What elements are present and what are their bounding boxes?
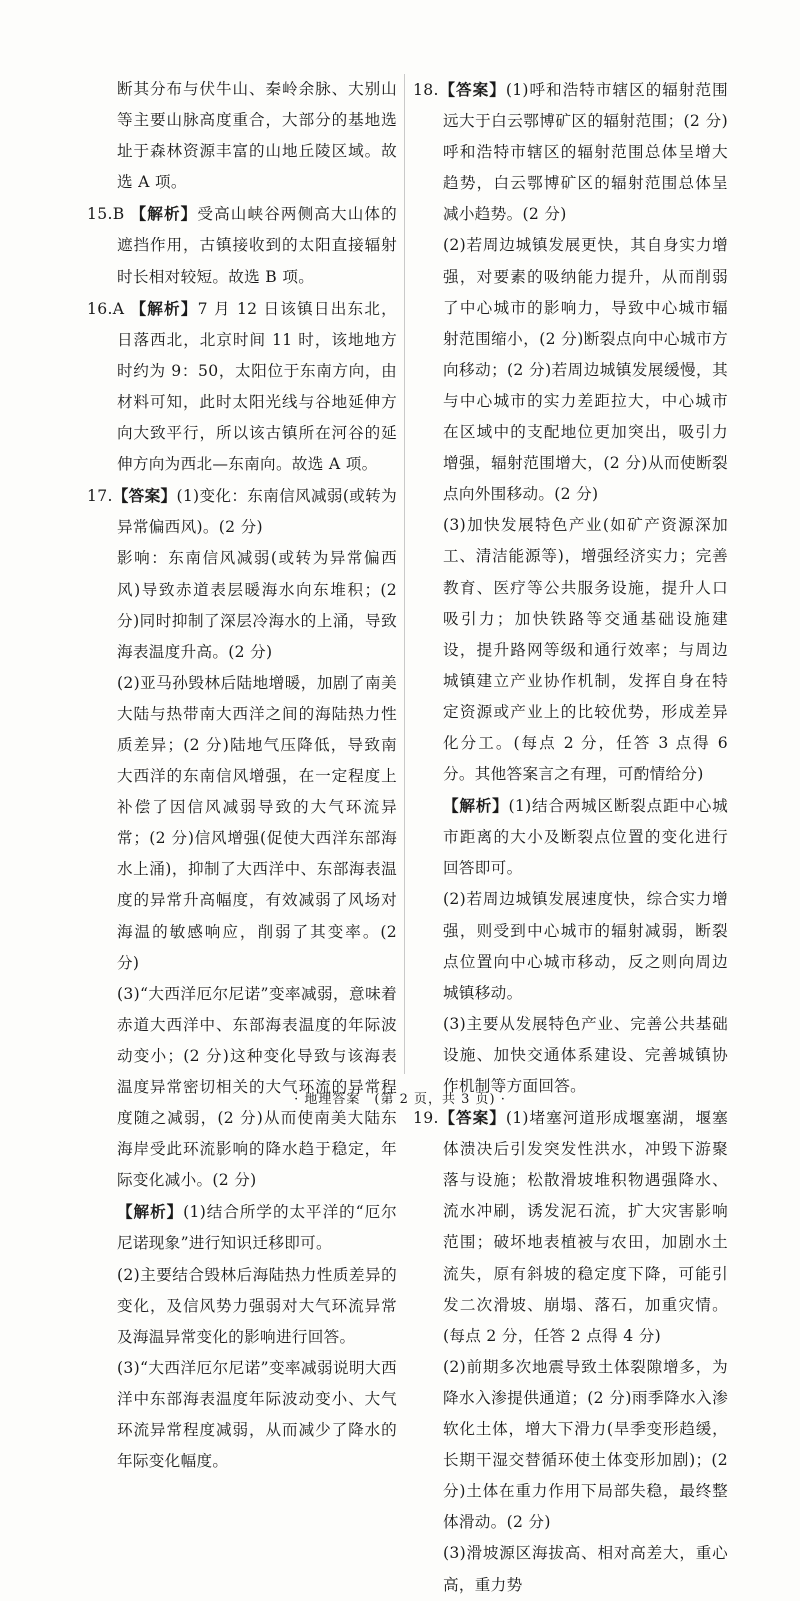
left-column	[87, 74, 397, 1477]
q15-number: 15.B	[87, 205, 125, 224]
q18-j2: (2)若周边城镇发展速度快，综合实力增强，则受到中心城市的辐射减弱，断裂点位置向中心城市移动，反之则向周边城镇移动。	[443, 890, 728, 1002]
q18-j3: (3)主要从发展特色产业、完善公共基础设施、加快交通体系建设、完善城镇协作机制等方面回答。	[443, 1014, 728, 1095]
q19-a1: (1)堵塞河道形成堰塞湖，堰塞体溃决后引发突发性洪水，冲毁下游聚落与设施；松散滑坡堆积物遇强降水、流水冲刷，诱发泥石流，扩大灾害影响范围；破坏地表植被与农田，加剧水土流失，原有斜坡的稳定度下降，可能引发二次滑坡、崩塌、落石，加重灾情。(每点 2 分，任答 2 点得 4 分)	[443, 1109, 728, 1345]
q18-number: 18.	[413, 81, 439, 99]
q17-j1: (1)结合所学的太平洋的“厄尔尼诺现象”进行知识迁移即可。	[117, 1203, 398, 1253]
q18-a2: (2)若周边城镇发展更快，其自身实力增强，对要素的吸纳能力提升，从而削弱了中心城市的影响力，导致中心城市辐射范围缩小，(2 分)断裂点向中心城市方向移动；(2 分)若周边城镇发展缓慢，其与中心城市的实力差距拉大，中心城市在区域中的支配地位更加突出，吸引力增强，辐射范围增大，(2 分)从而使断裂点向外围移动。(2 分)	[443, 236, 728, 504]
q18-analysis-tag: 【解析】	[443, 796, 509, 816]
page-footer: · 地理答案 (第 2 页，共 3 页) ·	[294, 1092, 506, 1107]
q17-analysis-1	[87, 1196, 397, 1259]
q15-analysis-tag: 【解析】	[130, 204, 198, 224]
q17-a1: (1)变化：东南信风减弱(或转为异常偏西风)。(2 分)	[117, 487, 397, 537]
q19-answer-1	[413, 1102, 728, 1352]
q15-answer	[87, 198, 397, 292]
q16-analysis-tag: 【解析】	[130, 298, 198, 318]
q17-j2: (2)主要结合毁林后海陆热力性质差异的变化，及信风势力强弱对大气环流异常及海温异常变化的影响进行回答。	[117, 1265, 397, 1346]
q15-text: 受高山峡谷两侧高大山体的遮挡作用，古镇接收到的太阳直接辐射时长相对较短。故选 B 项。	[117, 205, 398, 286]
q16-answer	[87, 293, 397, 481]
q17-analysis-tag: 【解析】	[117, 1202, 184, 1222]
column-divider	[404, 74, 405, 1074]
q18-a3: (3)加快发展特色产业(如矿产资源深加工、清洁能源等)，增强经济实力；完善教育、医疗等公共服务设施，提升人口吸引力；加快铁路等交通基础设施建设，提升路网等级和通行效率；与周边城镇建立产业协作机制，发挥自身在特定资源或产业上的比较优势，形成差异化分工。(每点 2 分，任答 3 点得 6 分。其他答案言之有理，可酌情给分)	[443, 516, 728, 784]
q19-a2: (2)前期多次地震导致土体裂隙增多，为降水入渗提供通道；(2 分)雨季降水入渗软化土体，增大下滑力(旱季变形趋缓，长期干湿交替循环使土体变形加剧)；(2 分)土体在重力作用下局部失稳，最终整体滑动。(2 分)	[443, 1357, 728, 1532]
q16-text: 7 月 12 日该镇日出东北，日落西北，北京时间 11 时，该地地方时约为 9：50，太阳位于东南方向，由材料可知，此时太阳光线与谷地延伸方向大致平行，所以该古镇所在河谷的延伸方向为西北—东南向。故选 A 项。	[117, 299, 398, 474]
q17-a2: (2)亚马孙毁林后陆地增暖，加剧了南美大陆与热带南大西洋之间的海陆热力性质差异；(2 分)陆地气压降低，导致南大西洋的东南信风增强，在一定程度上补偿了因信风减弱导致的大气环流异常；(2 分)信风增强(促使大西洋东部海水上涌)，抑制了大西洋中、东部海表温度的异常升高幅度，有效减弱了风场对海温的敏感响应，削弱了其变率。(2 分)	[117, 673, 397, 972]
q18-a1: (1)呼和浩特市辖区的辐射范围远大于白云鄂博矿区的辐射范围；(2 分)呼和浩特市辖区的辐射范围总体呈增大趋势，白云鄂博矿区的辐射范围总体呈减小趋势。(2 分)	[443, 81, 728, 224]
right-column	[413, 74, 728, 1601]
q17-answer-tag: 【答案】	[112, 486, 177, 506]
q17-j3: (3)“大西洋厄尔尼诺”变率减弱说明大西洋中东部海表温度年际波动变小、大气环流异常程度减弱，从而减少了降水的年际变化幅度。	[117, 1358, 397, 1471]
q17-a1-impact: 影响：东南信风减弱(或转为异常偏西风)导致赤道表层暖海水向东堆积；(2 分)同时抑制了深层冷海水的上涌，导致海表温度升高。(2 分)	[117, 549, 397, 661]
q18-analysis-1	[413, 790, 728, 884]
q18-answer-tag: 【答案】	[438, 80, 506, 99]
q19-number: 19.	[413, 1109, 439, 1128]
q17-a3: (3)“大西洋厄尔尼诺”变率减弱，意味着赤道大西洋中、东部海表温度的年际波动变小；(2 分)这种变化导致与该海表温度异常密切相关的大气环流的异常程度随之减弱，(2 分)从而使南美大陆东海岸受此环流影响的降水趋于稳定，年际变化减小。(2 分)	[117, 984, 397, 1190]
q17-answer-1	[87, 480, 397, 543]
q16-number: 16.A	[87, 299, 125, 318]
q19-answer-tag: 【答案】	[438, 1108, 506, 1128]
q18-answer-1	[413, 74, 728, 230]
q19-a3: (3)滑坡源区海拔高、相对高差大，重心高，重力势	[443, 1544, 728, 1594]
q14-continuation: 断其分布与伏牛山、秦岭余脉、大别山等主要山脉高度重合，大部分的基地选址于森林资源丰富的山地丘陵区域。故选 A 项。	[117, 80, 397, 192]
q18-j1: (1)结合两城区断裂点距中心城市距离的大小及断裂点位置的变化进行回答即可。	[443, 797, 729, 878]
q17-number: 17.	[87, 487, 113, 506]
